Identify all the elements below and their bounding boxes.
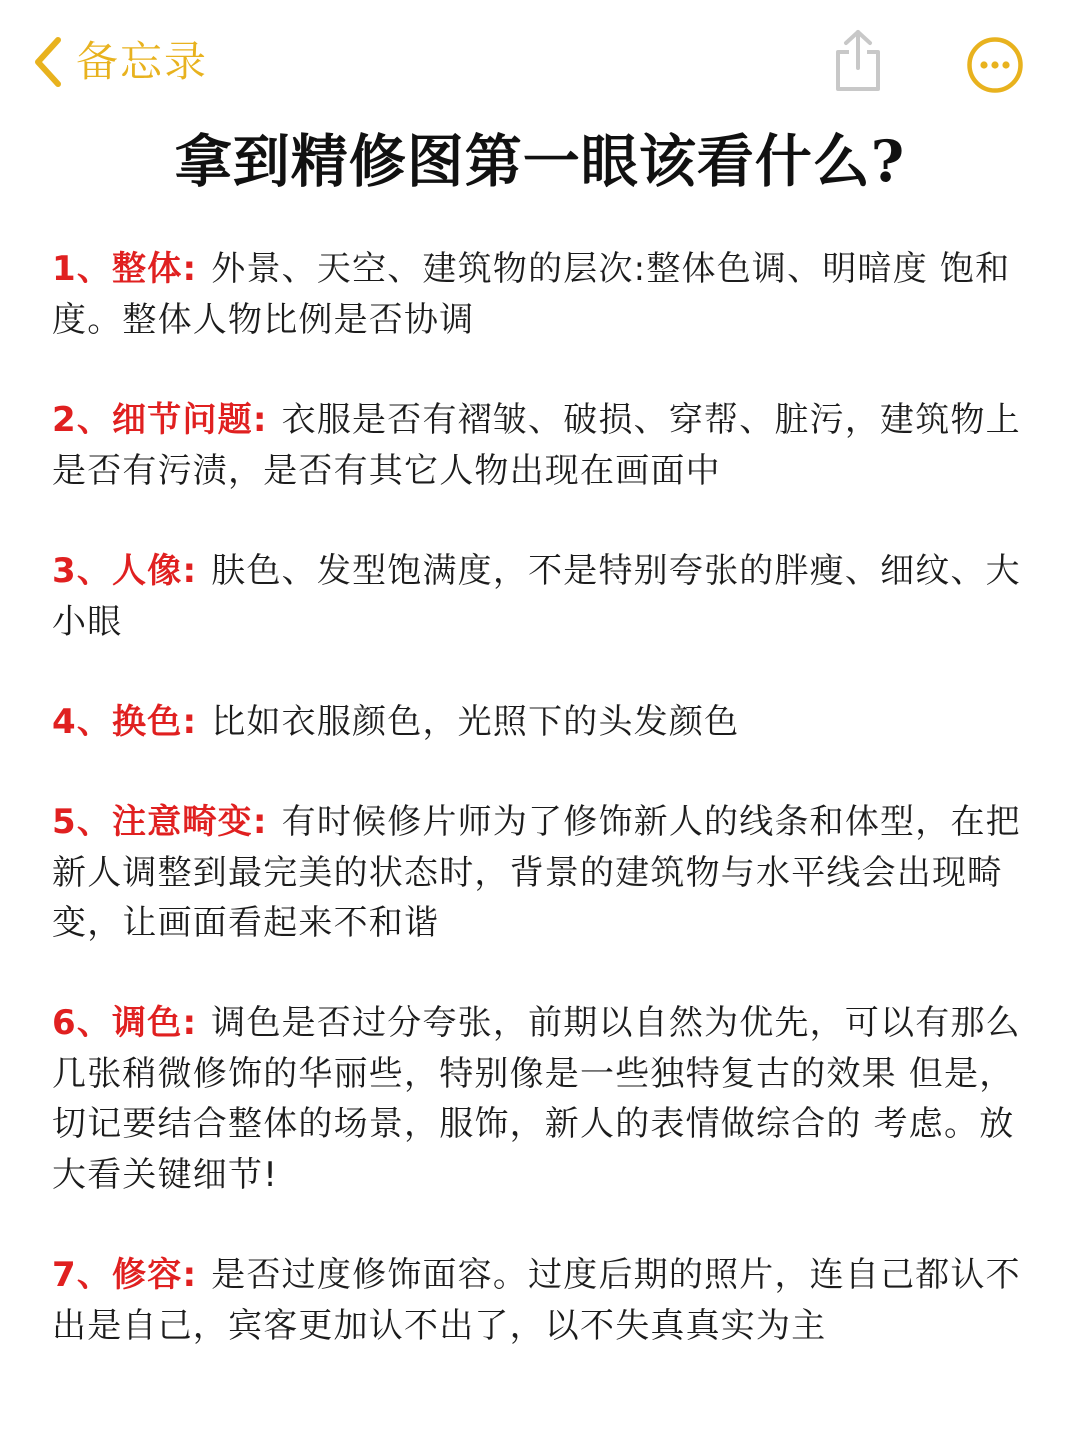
section-label: 2、细节问题: xyxy=(52,400,268,440)
section-label: 1、整体: xyxy=(52,249,198,289)
section-text: 肤色、发型饱满度，不是特别夸张的胖瘦、细纹、大小眼 xyxy=(52,551,1021,642)
note-section-3 xyxy=(52,546,1028,647)
note-section-6 xyxy=(52,998,1028,1200)
section-label: 7、修容: xyxy=(52,1255,198,1295)
section-label: 3、人像: xyxy=(52,551,198,591)
chevron-left-icon xyxy=(30,36,64,88)
section-text: 衣服是否有褶皱、破损、穿帮、脏污，建筑物上是否有污渍，是否有其它人物出现在画面中 xyxy=(52,400,1021,491)
section-text: 是否过度修饰面容。过度后期的照片，连自己都认不出是自己，宾客更加认不出了，以不失真真实为主 xyxy=(52,1255,1021,1346)
note-section-7 xyxy=(52,1250,1028,1351)
section-text: 外景、天空、建筑物的层次:整体色调、明暗度 饱和度。整体人物比例是否协调 xyxy=(52,249,1011,340)
note-section-5 xyxy=(52,797,1028,949)
section-text: 有时候修片师为了修饰新人的线条和体型，在把新人调整到最完美的状态时，背景的建筑物与水平线会出现畸变，让画面看起来不和谐 xyxy=(52,802,1021,943)
section-text: 调色是否过分夸张，前期以自然为优先，可以有那么几张稍微修饰的华丽些，特别像是一些独特复古的效果 但是，切记要结合整体的场景，服饰，新人的表情做综合的 考虑。放大看关键细节! xyxy=(52,1003,1021,1195)
note-section-1 xyxy=(52,244,1028,345)
section-text: 比如衣服颜色，光照下的头发颜色 xyxy=(211,702,740,742)
section-label: 4、换色: xyxy=(52,702,198,742)
note-title: 拿到精修图第一眼该看什么? xyxy=(174,128,906,195)
share-button[interactable] xyxy=(830,28,886,94)
note-section-4 xyxy=(52,697,1028,748)
back-button[interactable] xyxy=(30,30,208,94)
note-section-2 xyxy=(52,395,1028,496)
back-label: 备忘录 xyxy=(76,37,209,86)
share-icon xyxy=(830,79,886,98)
section-label: 6、调色: xyxy=(52,1003,198,1043)
more-options-button[interactable] xyxy=(966,36,1024,94)
section-label: 5、注意畸变: xyxy=(52,802,268,842)
more-options-icon xyxy=(966,79,1024,98)
navigation-bar xyxy=(0,0,1080,120)
